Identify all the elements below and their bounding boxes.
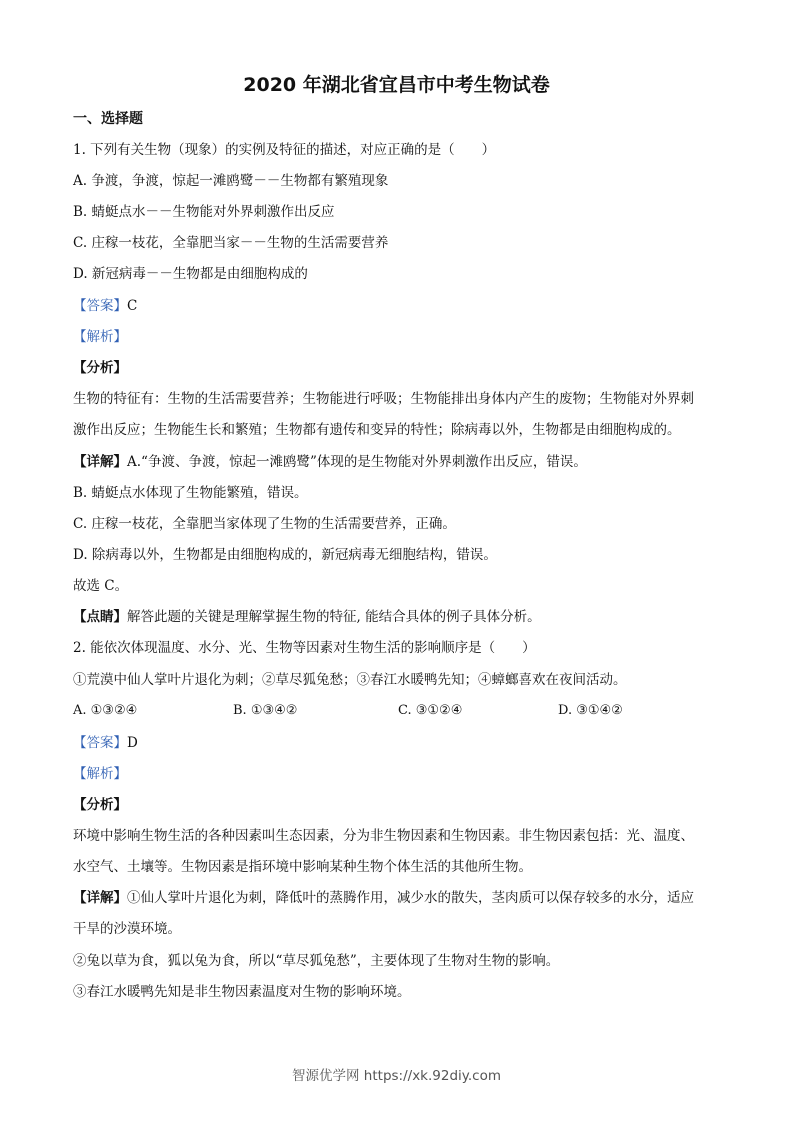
dianjing-tag: 【点睛】 xyxy=(73,609,127,625)
question-2-option-a: A. ①③②④ xyxy=(73,703,138,718)
question-1-option-c: C. 庄稼一枝花，全靠肥当家－－生物的生活需要营养 xyxy=(73,235,389,251)
analysis-tag: 【解析】 xyxy=(73,766,127,782)
question-2-items: ①荒漠中仙人掌叶片退化为刺；②草尽狐兔愁；③春江水暖鸭先知；④蟑螂喜欢在夜间活动。 xyxy=(73,672,627,688)
detail-text: A.“争渡、争渡，惊起一滩鸥鹭”体现的是生物能对外界刺激作出反应，错误。 xyxy=(127,454,587,470)
detail-line: 故选 C。 xyxy=(73,578,129,594)
fenxi-tag: 【分析】 xyxy=(73,360,127,376)
detail-line: 干旱的沙漠环境。 xyxy=(73,921,181,937)
question-2-answer xyxy=(73,734,723,752)
page-title: 2020 年湖北省宜昌市中考生物试卷 xyxy=(243,74,550,96)
answer-value: C xyxy=(127,298,138,314)
question-1-option-b: B. 蜻蜓点水－－生物能对外界刺激作出反应 xyxy=(73,204,335,220)
detail-line xyxy=(73,889,723,907)
dianjing-line xyxy=(73,608,723,626)
fenxi-line: 生物的特征有：生物的生活需要营养；生物能进行呼吸；生物能排出身体内产生的废物；生物能对外界刺 xyxy=(73,391,694,407)
answer-tag: 【答案】 xyxy=(73,735,127,751)
detail-line: D. 除病毒以外，生物都是由细胞构成的，新冠病毒无细胞结构，错误。 xyxy=(73,547,497,563)
detail-tag: 【详解】 xyxy=(73,454,127,470)
dianjing-text: 解答此题的关键是理解掌握生物的特征, 能结合具体的例子具体分析。 xyxy=(127,609,541,625)
question-1-stem: 1. 下列有关生物（现象）的实例及特征的描述，对应正确的是（ ） xyxy=(73,142,496,158)
detail-line xyxy=(73,453,723,471)
detail-line: C. 庄稼一枝花，全靠肥当家体现了生物的生活需要营养，正确。 xyxy=(73,516,456,532)
question-2-stem: 2. 能依次体现温度、水分、光、生物等因素对生物生活的影响顺序是（ ） xyxy=(73,640,536,656)
fenxi-tag: 【分析】 xyxy=(73,797,127,813)
question-1-option-d: D. 新冠病毒－－生物都是由细胞构成的 xyxy=(73,266,308,282)
question-2-option-d: D. ③①④② xyxy=(558,703,623,718)
fenxi-line: 激作出反应；生物能生长和繁殖；生物都有遗传和变异的特性；除病毒以外，生物都是由细胞构成的。 xyxy=(73,422,681,438)
question-1-option-a: A. 争渡，争渡，惊起一滩鸥鹭－－生物都有繁殖现象 xyxy=(73,173,389,189)
footer-watermark: 智源优学网 https://xk.92diy.com xyxy=(292,1068,501,1084)
question-2-option-c: C. ③①②④ xyxy=(398,703,463,718)
fenxi-line: 水空气、土壤等。生物因素是指环境中影响某种生物个体生活的其他所生物。 xyxy=(73,859,532,875)
question-1-answer xyxy=(73,297,723,315)
section-heading: 一、选择题 xyxy=(73,111,143,127)
detail-tag: 【详解】 xyxy=(73,890,127,906)
detail-text: ①仙人掌叶片退化为刺，降低叶的蒸腾作用，减少水的散失，茎肉质可以保存较多的水分，适应 xyxy=(127,890,694,906)
detail-line: B. 蜻蜓点水体现了生物能繁殖，错误。 xyxy=(73,485,308,501)
answer-tag: 【答案】 xyxy=(73,298,127,314)
fenxi-line: 环境中影响生物生活的各种因素叫生态因素，分为非生物因素和生物因素。非生物因素包括：光、温度、 xyxy=(73,828,694,844)
question-2-option-b: B. ①③④② xyxy=(233,703,298,718)
analysis-tag: 【解析】 xyxy=(73,329,127,345)
detail-line: ②兔以草为食，狐以兔为食，所以“草尽狐兔愁”，主要体现了生物对生物的影响。 xyxy=(73,953,560,969)
answer-value: D xyxy=(127,735,138,751)
detail-line: ③春江水暖鸭先知是非生物因素温度对生物的影响环境。 xyxy=(73,984,411,1000)
